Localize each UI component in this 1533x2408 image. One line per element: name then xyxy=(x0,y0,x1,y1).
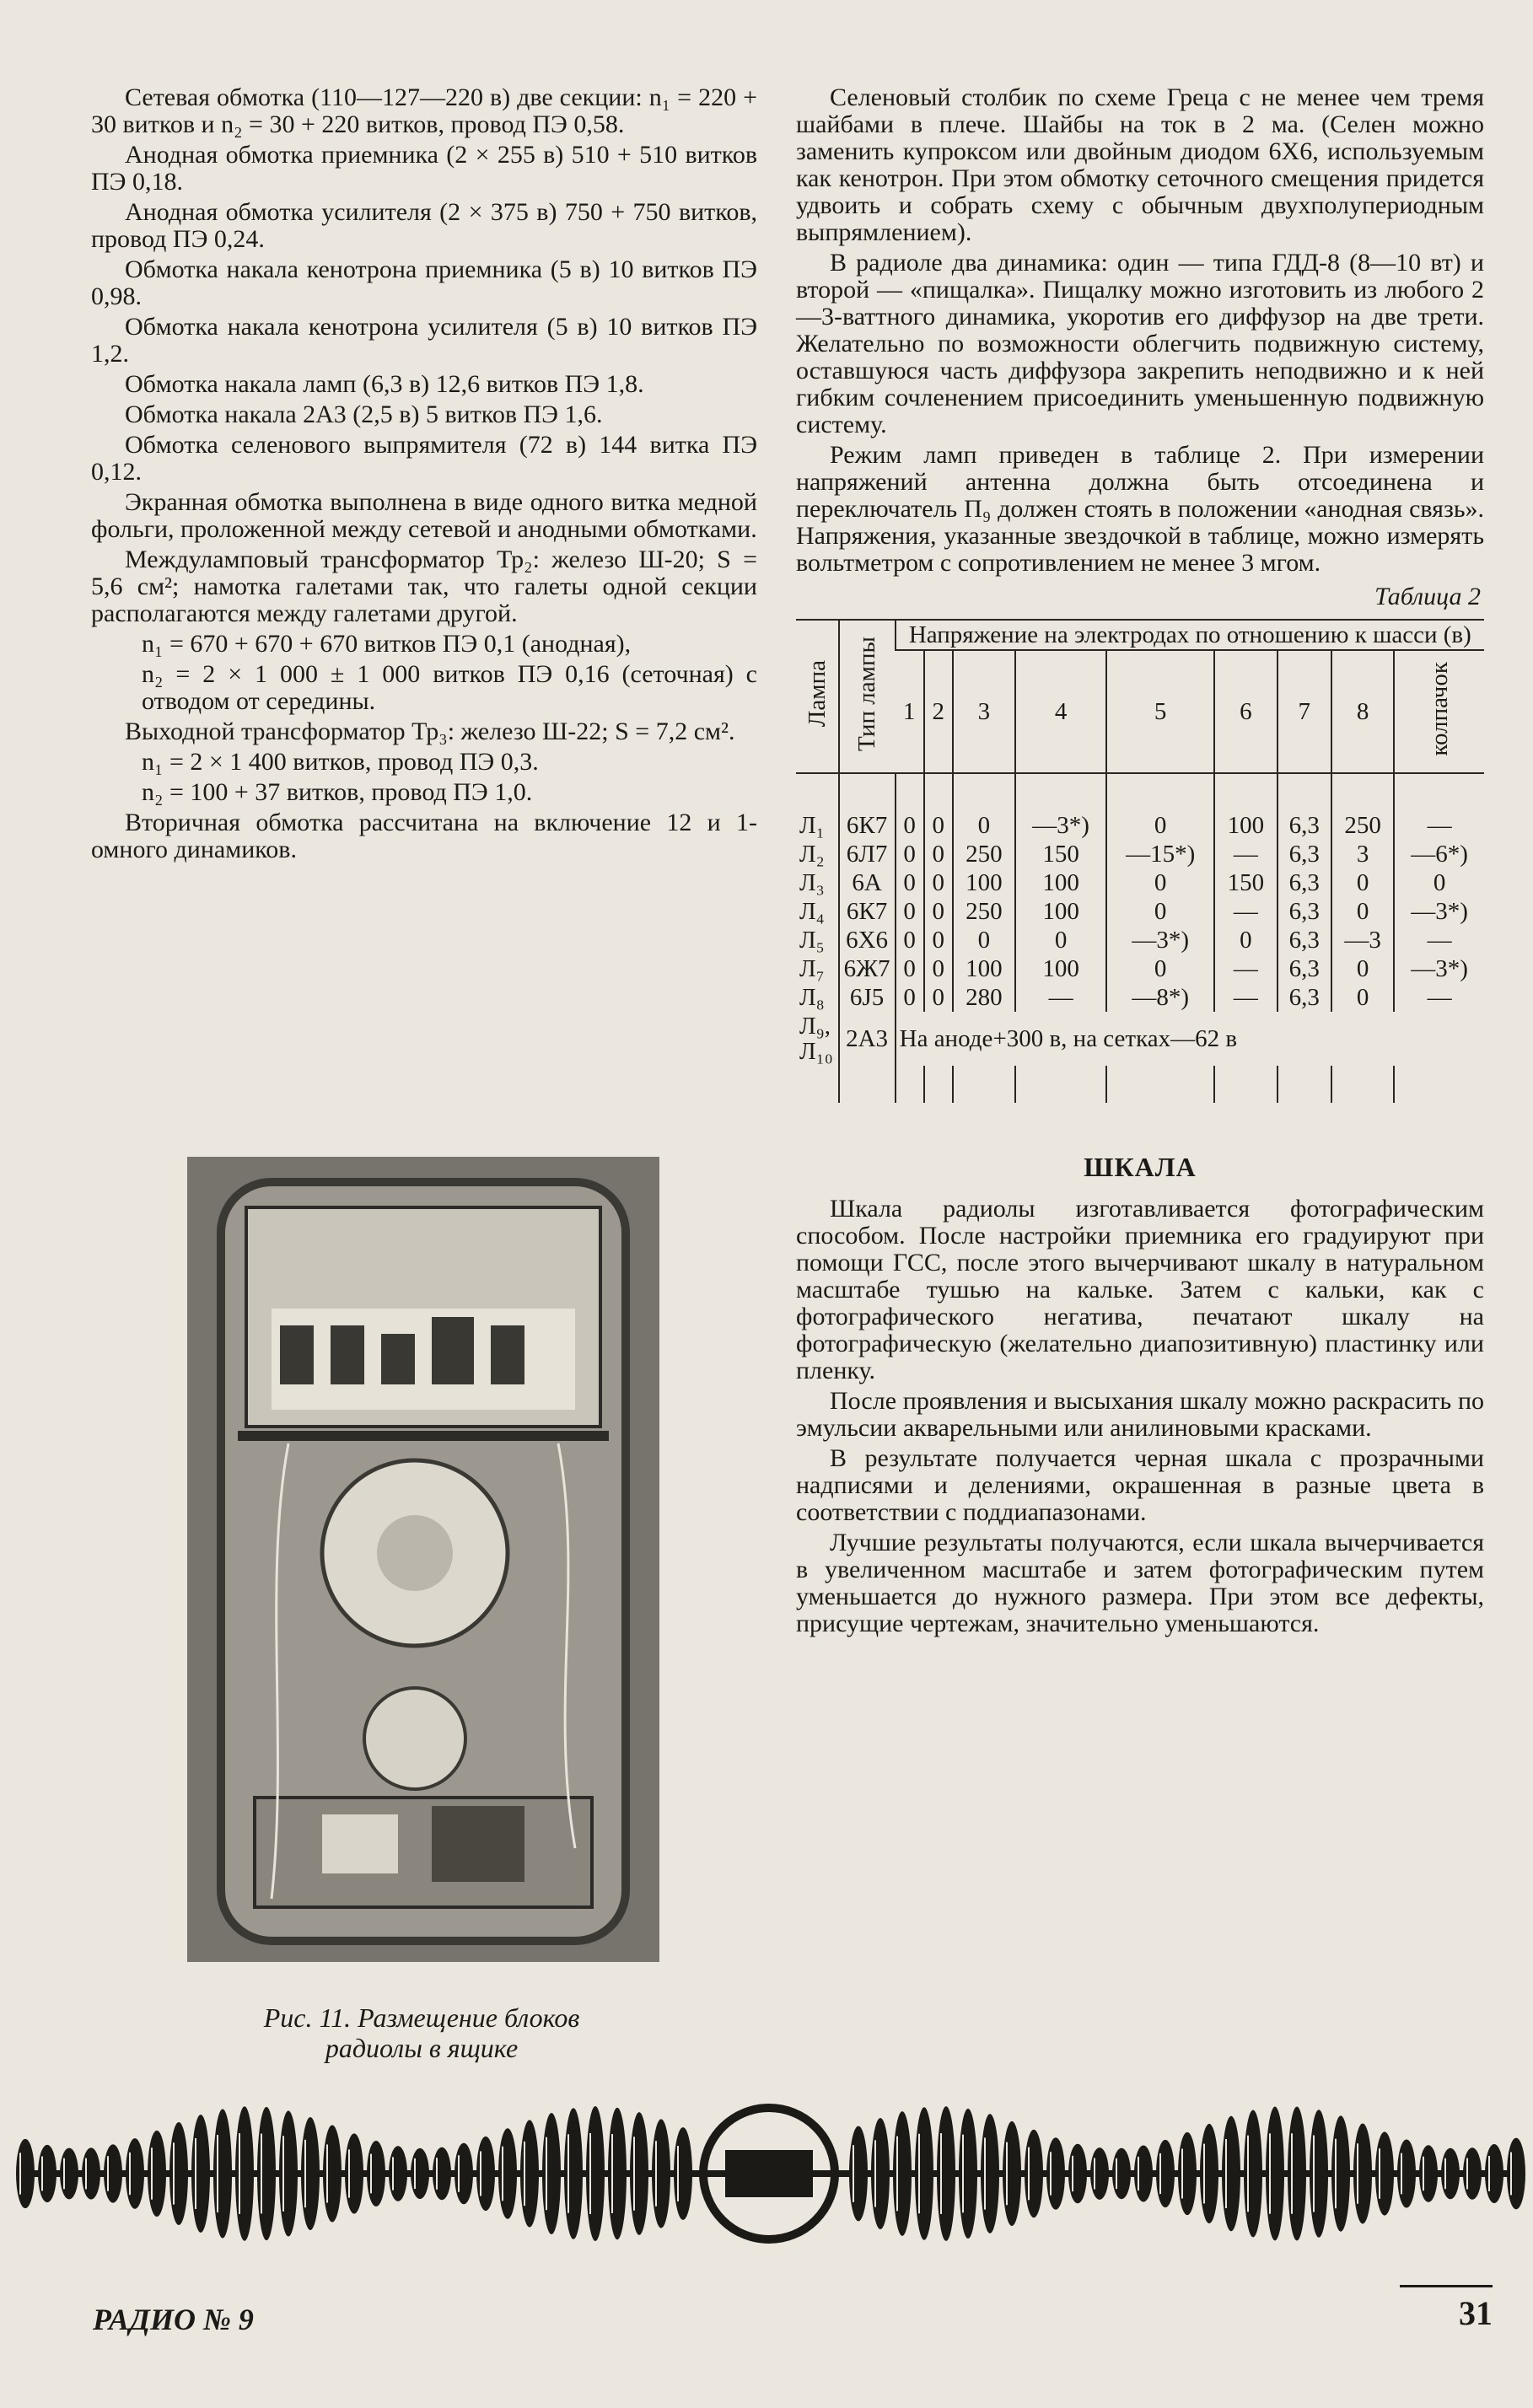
cell-voltage: — xyxy=(1214,954,1277,983)
col-header-electrode: 8 xyxy=(1331,650,1394,773)
cell-voltage: 6,3 xyxy=(1278,954,1331,983)
page-number: 31 xyxy=(1459,2294,1493,2332)
cell-type: 6Ж7 xyxy=(839,954,896,983)
paragraph: Анодная обмотка приемника (2 × 255 в) 510 + 510 витков ПЭ 0,18. xyxy=(91,141,757,196)
cell-voltage: 100 xyxy=(953,954,1015,983)
cell-voltage: —6*) xyxy=(1394,840,1484,868)
cell-lamp: Л₄ xyxy=(799,898,825,925)
cell-voltage: —8*) xyxy=(1106,983,1214,1012)
cell-voltage: —15*) xyxy=(1106,840,1214,868)
cell-type: 6Л7 xyxy=(839,840,896,868)
magazine-name: РАДИО № 9 xyxy=(93,2303,254,2336)
caption-line: радиолы в ящике xyxy=(325,2033,519,2063)
cell-voltage: 0 xyxy=(896,983,924,1012)
col-header-electrode: 4 xyxy=(1015,650,1106,773)
cell-voltage: 150 xyxy=(1214,868,1277,897)
formula: n₁ = 2 × 1 400 витков, провод ПЭ 0,3. xyxy=(142,748,539,776)
cell-voltage: 0 xyxy=(896,897,924,926)
cell-voltage: 0 xyxy=(924,926,953,954)
cell-voltage: —3*) xyxy=(1106,926,1214,954)
col-header-cap: колпачок xyxy=(1394,650,1484,773)
cell-voltage: — xyxy=(1015,983,1106,1012)
cell-voltage: 0 xyxy=(896,954,924,983)
table-row xyxy=(796,983,1484,1012)
paragraph: Обмотка накала ламп (6,3 в) 12,6 витков ПЭ 1,8. xyxy=(125,370,644,398)
cell-voltage: 0 xyxy=(896,811,924,840)
cell-voltage: 0 xyxy=(1331,983,1394,1012)
cell-lamp: Л₅ xyxy=(799,927,825,954)
cell-voltage: 0 xyxy=(924,983,953,1012)
cell-voltage: 0 xyxy=(896,868,924,897)
formula: n₂ = 2 × 1 000 ± 1 000 витков ПЭ 0,16 (сеточная) с отводом от середины. xyxy=(142,660,757,715)
formula: n₂ = 100 + 37 витков, провод ПЭ 1,0. xyxy=(142,778,533,806)
figure-caption xyxy=(126,2002,717,2063)
lamp-mode-table xyxy=(796,619,1484,1103)
col-header-electrode: 2 xyxy=(924,650,953,773)
col-header-type: Тип лампы xyxy=(839,620,896,773)
ornament-grille xyxy=(725,2150,813,2197)
table-row xyxy=(796,1012,1484,1066)
table-row xyxy=(796,954,1484,983)
cell-voltage: 250 xyxy=(1331,811,1394,840)
cell-voltage: 250 xyxy=(953,840,1015,868)
paragraph: В радиоле два динамика: один — типа ГДД-8 (8—10 вт) и второй — «пищалка». Пищалку можно изготовить из любого 2—3-ваттного динамика, укоротив его диффузор на две трети. Желательно по возможности облегчить подвижную систему, оставшуюся часть диффузора закрепить неподвижно и к ней гибким сочленением присоединить уменьшенную подвижную систему. xyxy=(796,249,1484,438)
table-row xyxy=(796,926,1484,954)
cell-voltage: — xyxy=(1214,983,1277,1012)
cell-type: 2А3 xyxy=(839,1012,896,1066)
table-row xyxy=(796,868,1484,897)
paragraph: Междуламповый трансформатор Тр₂: железо Ш-20; S = 5,6 см²; намотка галетами так, что галеты одной секции располагаются между галетами другой. xyxy=(91,546,757,627)
paragraph: Сетевая обмотка (110—127—220 в) две секции: n₁ = 220 + 30 витков и n₂ = 30 + 220 витков, провод ПЭ 0,58. xyxy=(91,83,757,138)
cell-voltage: 0 xyxy=(1394,868,1484,897)
col-header-electrode: 1 xyxy=(896,650,924,773)
page-rule xyxy=(1400,2285,1493,2287)
right-column xyxy=(796,84,1484,1641)
cell-voltage: —3*) xyxy=(1015,811,1106,840)
cell-voltage: 280 xyxy=(953,983,1015,1012)
cell-voltage: 3 xyxy=(1331,840,1394,868)
paragraph: Обмотка накала кенотрона усилителя (5 в) 10 витков ПЭ 1,2. xyxy=(91,313,757,368)
paragraph: Селеновый столбик по схеме Греца с не менее чем тремя шайбами в плече. Шайбы на ток в 2 ма. (Селен можно заменить купроксом или двойным диодом 6Х6, используемым как кенотрон. При этом обмотку сеточного смещения придется удвоить и собрать схему с обычным двухполупериодным выпрямлением). xyxy=(796,83,1484,246)
cell-voltage: 0 xyxy=(896,840,924,868)
cell-type: 6А xyxy=(839,868,896,897)
col-header-electrode: 7 xyxy=(1278,650,1331,773)
paragraph: Анодная обмотка усилителя (2 × 375 в) 750 + 750 витков, провод ПЭ 0,24. xyxy=(91,198,757,253)
cell-voltage: 0 xyxy=(1331,868,1394,897)
cell-lamp: Л₁ xyxy=(799,812,825,839)
table-row xyxy=(796,897,1484,926)
cell-voltage: 0 xyxy=(924,897,953,926)
cell-voltage: 150 xyxy=(1015,840,1106,868)
cell-lamp: Л₉, Л₁₀ xyxy=(799,1013,833,1065)
cell-lamp: Л₇ xyxy=(799,955,825,982)
col-header-electrode: 3 xyxy=(953,650,1015,773)
cell-voltage: 100 xyxy=(1214,811,1277,840)
cell-voltage: 250 xyxy=(953,897,1015,926)
cell-type: 6К7 xyxy=(839,811,896,840)
cell-voltage: —3*) xyxy=(1394,954,1484,983)
caption-line: Рис. 11. Размещение блоков xyxy=(263,2002,580,2033)
cell-voltage: 6,3 xyxy=(1278,868,1331,897)
radiola-photo xyxy=(187,1157,659,1962)
col-header-lamp: Лампа xyxy=(796,620,839,773)
cell-type: 6Х6 xyxy=(839,926,896,954)
cell-voltage: 0 xyxy=(1015,926,1106,954)
cell-voltage: 0 xyxy=(1106,897,1214,926)
cell-voltage: 0 xyxy=(924,954,953,983)
col-header-group: Напряжение на электродах по отношению к шасси (в) xyxy=(896,620,1484,650)
table-row xyxy=(796,811,1484,840)
paragraph: Экранная обмотка выполнена в виде одного витка медной фольги, проложенной между сетевой и анодными обмотками. xyxy=(91,488,757,543)
cell-lamp: Л₈ xyxy=(799,984,825,1011)
cell-voltage: 0 xyxy=(924,811,953,840)
col-header-electrode: 6 xyxy=(1214,650,1277,773)
formula: n₁ = 670 + 670 + 670 витков ПЭ 0,1 (анодная), xyxy=(142,630,632,658)
paragraph: Вторичная обмотка рассчитана на включение 12 и 1-омного динамиков. xyxy=(91,809,757,863)
cell-voltage: 0 xyxy=(896,926,924,954)
cell-voltage: 0 xyxy=(953,926,1015,954)
cell-voltage: 0 xyxy=(1331,954,1394,983)
cell-voltage: 6,3 xyxy=(1278,983,1331,1012)
cell-voltage: 6,3 xyxy=(1278,897,1331,926)
table-row xyxy=(796,840,1484,868)
decorative-ornament xyxy=(0,2099,1533,2251)
col-header-electrode: 5 xyxy=(1106,650,1214,773)
cell-voltage: 100 xyxy=(953,868,1015,897)
paragraph: Обмотка селенового выпрямителя (72 в) 144 витка ПЭ 0,12. xyxy=(91,431,757,486)
paragraph: Обмотка накала кенотрона приемника (5 в) 10 витков ПЭ 0,98. xyxy=(91,255,757,310)
cell-voltage: 6,3 xyxy=(1278,840,1331,868)
paragraph: Выходной трансформатор Тр₃: железо Ш-22; S = 7,2 см². xyxy=(125,718,735,745)
cell-voltage: — xyxy=(1214,840,1277,868)
cell-voltage: 0 xyxy=(1214,926,1277,954)
cell-voltage: 0 xyxy=(1106,868,1214,897)
section-title: ШКАЛА xyxy=(1084,1152,1197,1182)
cell-note: На аноде+300 в, на сетках—62 в xyxy=(896,1012,1484,1066)
cell-voltage: 0 xyxy=(1106,811,1214,840)
paragraph: Лучшие результаты получаются, если шкала вычерчивается в увеличенном масштабе и затем фотографическим путем уменьшается до нужного размера. При этом все дефекты, присущие чертежам, значительно уменьшаются. xyxy=(796,1529,1484,1637)
paragraph: Шкала радиолы изготавливается фотографическим способом. После настройки приемника его градуируют при помощи ГСС, после этого вычерчивают шкалу в натуральном масштабе тушью на кальке. Затем с кальки, как с фотографического негатива, печатают шкалу на фотографическую (желательно диапозитивную) пластинку или пленку. xyxy=(796,1195,1484,1384)
cell-lamp: Л₃ xyxy=(799,869,825,896)
cell-voltage: 100 xyxy=(1015,868,1106,897)
cell-voltage: — xyxy=(1394,811,1484,840)
cell-voltage: 6,3 xyxy=(1278,811,1331,840)
paragraph: В результате получается черная шкала с прозрачными надписями и делениями, окрашенная в разные цвета в соответствии с поддиапазонами. xyxy=(796,1444,1484,1526)
paragraph: Режим ламп приведен в таблице 2. При измерении напряжений антенна должна быть отсоединена и переключатель П₉ должен стоять в положении «анодная связь». Напряжения, указанные звездочкой в таблице, можно измерять вольтметром с сопротивлением не менее 3 мгом. xyxy=(796,441,1484,577)
cell-voltage: — xyxy=(1214,897,1277,926)
cell-lamp: Л₂ xyxy=(799,841,825,868)
cell-voltage: 100 xyxy=(1015,954,1106,983)
cell-voltage: 0 xyxy=(1106,954,1214,983)
cell-voltage: 0 xyxy=(1331,897,1394,926)
cell-voltage: 0 xyxy=(924,840,953,868)
cell-voltage: —3*) xyxy=(1394,897,1484,926)
cell-voltage: — xyxy=(1394,926,1484,954)
paragraph: После проявления и высыхания шкалу можно раскрасить по эмульсии акварельными или анилиновыми красками. xyxy=(796,1387,1484,1442)
cell-voltage: —3 xyxy=(1331,926,1394,954)
cell-type: 6J5 xyxy=(839,983,896,1012)
left-column xyxy=(91,84,757,867)
table-title: Таблица 2 xyxy=(1374,583,1481,610)
paragraph: Обмотка накала 2А3 (2,5 в) 5 витков ПЭ 1,6. xyxy=(125,400,603,428)
cell-voltage: — xyxy=(1394,983,1484,1012)
cell-voltage: 0 xyxy=(953,811,1015,840)
cell-type: 6К7 xyxy=(839,897,896,926)
cell-voltage: 6,3 xyxy=(1278,926,1331,954)
cell-voltage: 100 xyxy=(1015,897,1106,926)
radiola-photo-image xyxy=(187,1157,659,1962)
cell-voltage: 0 xyxy=(924,868,953,897)
